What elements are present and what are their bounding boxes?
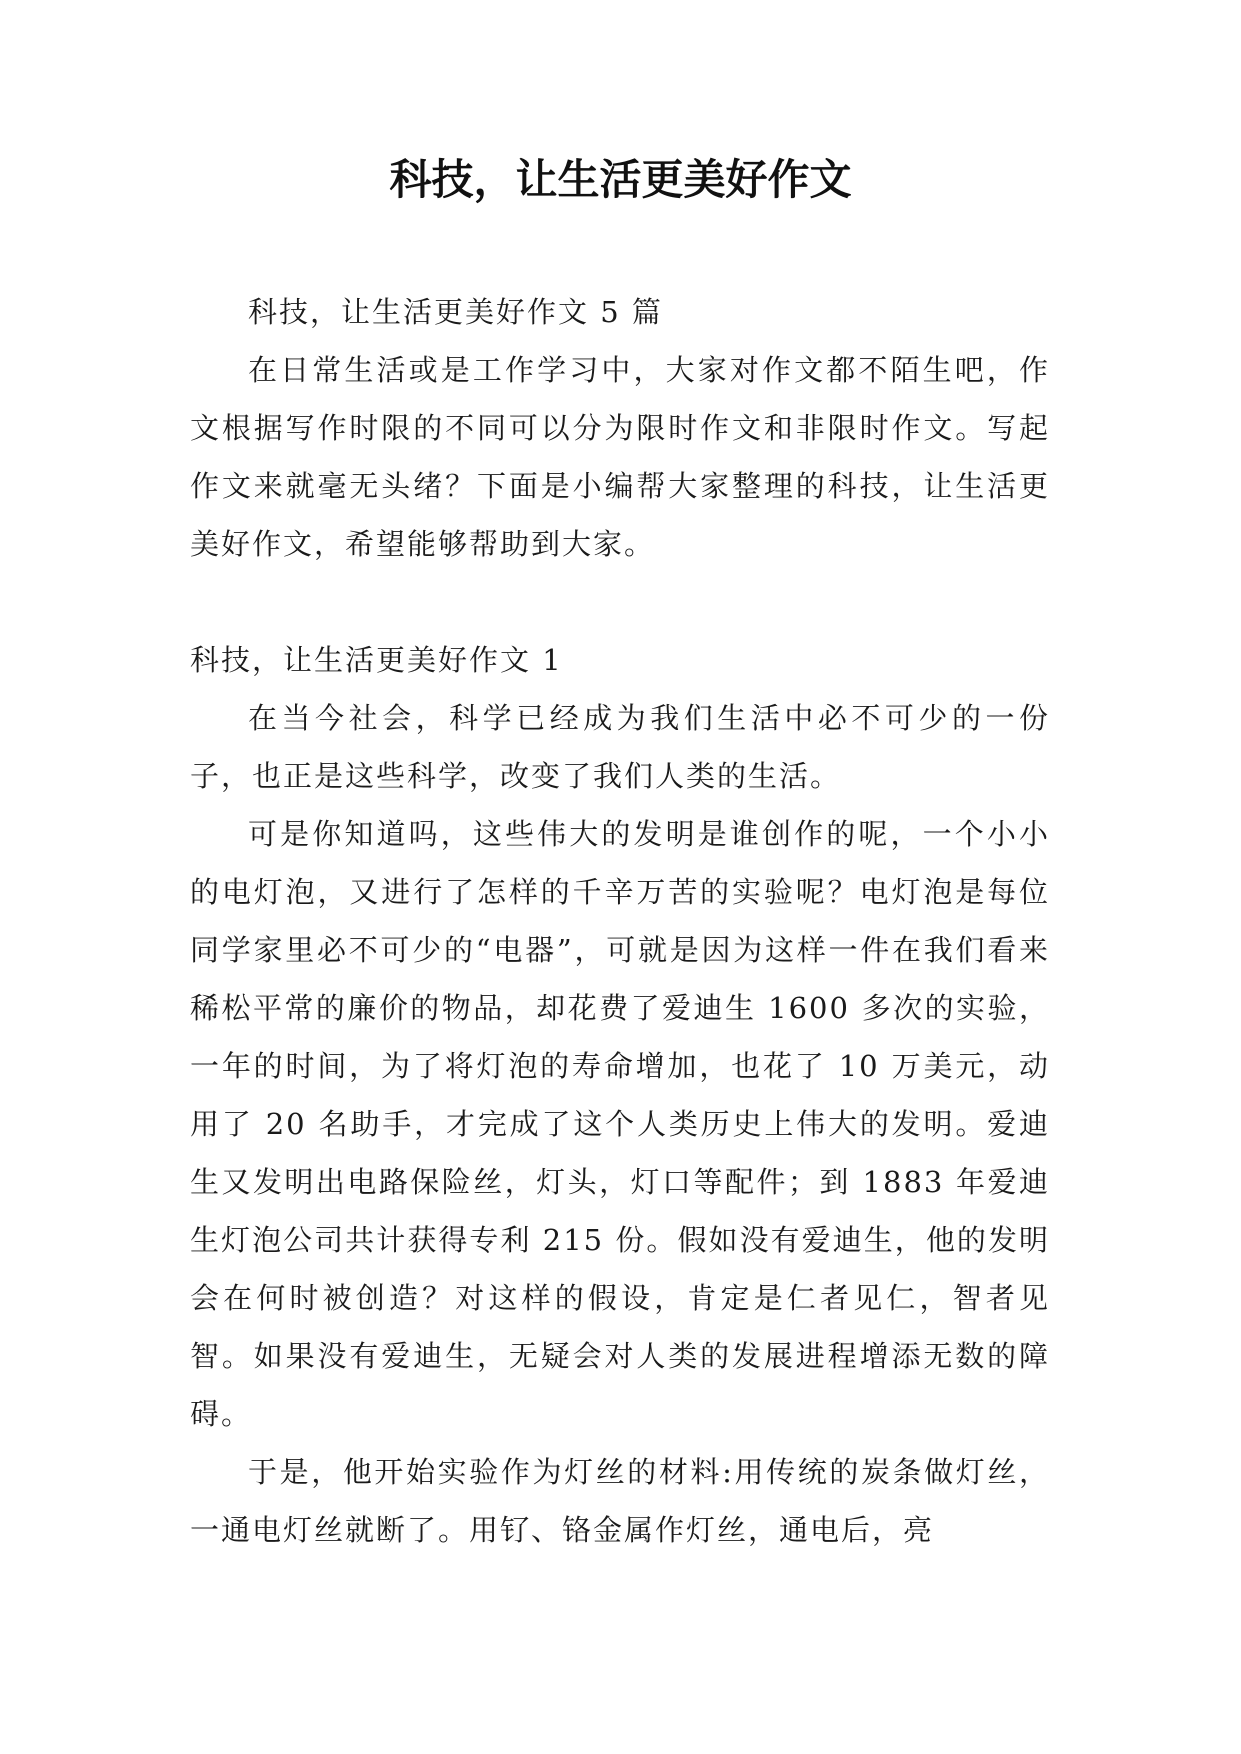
body-paragraph-1: 在当今社会，科学已经成为我们生活中必不可少的一份子，也正是这些科学，改变了我们人类的生活。 (190, 701, 1050, 793)
document-subheading: 科技，让生活更美好作文 5 篇 (248, 295, 663, 329)
section-heading: 科技，让生活更美好作文 1 (190, 643, 563, 677)
document-title: 科技，让生活更美好作文 (389, 155, 852, 204)
body-paragraph-3: 于是，他开始实验作为灯丝的材料:用传统的炭条做灯丝，一通电灯丝就断了。用钌、铬金属作灯丝，通电后，亮 (190, 1455, 1050, 1547)
body-paragraph-2: 可是你知道吗，这些伟大的发明是谁创作的呢，一个小小的电灯泡，又进行了怎样的千辛万苦的实验呢？电灯泡是每位同学家里必不可少的“电器”，可就是因为这样一件在我们看来稀松平常的廉价的物品，却花费了爱迪生 1600 多次的实验，一年的时间，为了将灯泡的寿命增加，也花了 10 万美元，动用了 20 名助手，才完成了这个人类历史上伟大的发明。爱迪生又发明出电路保险丝，灯头，灯口等配件；到 1883 年爱迪生灯泡公司共计获得专利 215 份。假如没有爱迪生，他的发明会在何时被创造？对这样的假设，肯定是仁者见仁，智者见智。如果没有爱迪生，无疑会对人类的发展进程增添无数的障碍。 (190, 817, 1050, 1431)
intro-paragraph: 在日常生活或是工作学习中，大家对作文都不陌生吧，作文根据写作时限的不同可以分为限时作文和非限时作文。写起作文来就毫无头绪？下面是小编帮大家整理的科技，让生活更美好作文，希望能够帮助到大家。 (190, 353, 1050, 561)
document-body (190, 283, 1050, 1559)
